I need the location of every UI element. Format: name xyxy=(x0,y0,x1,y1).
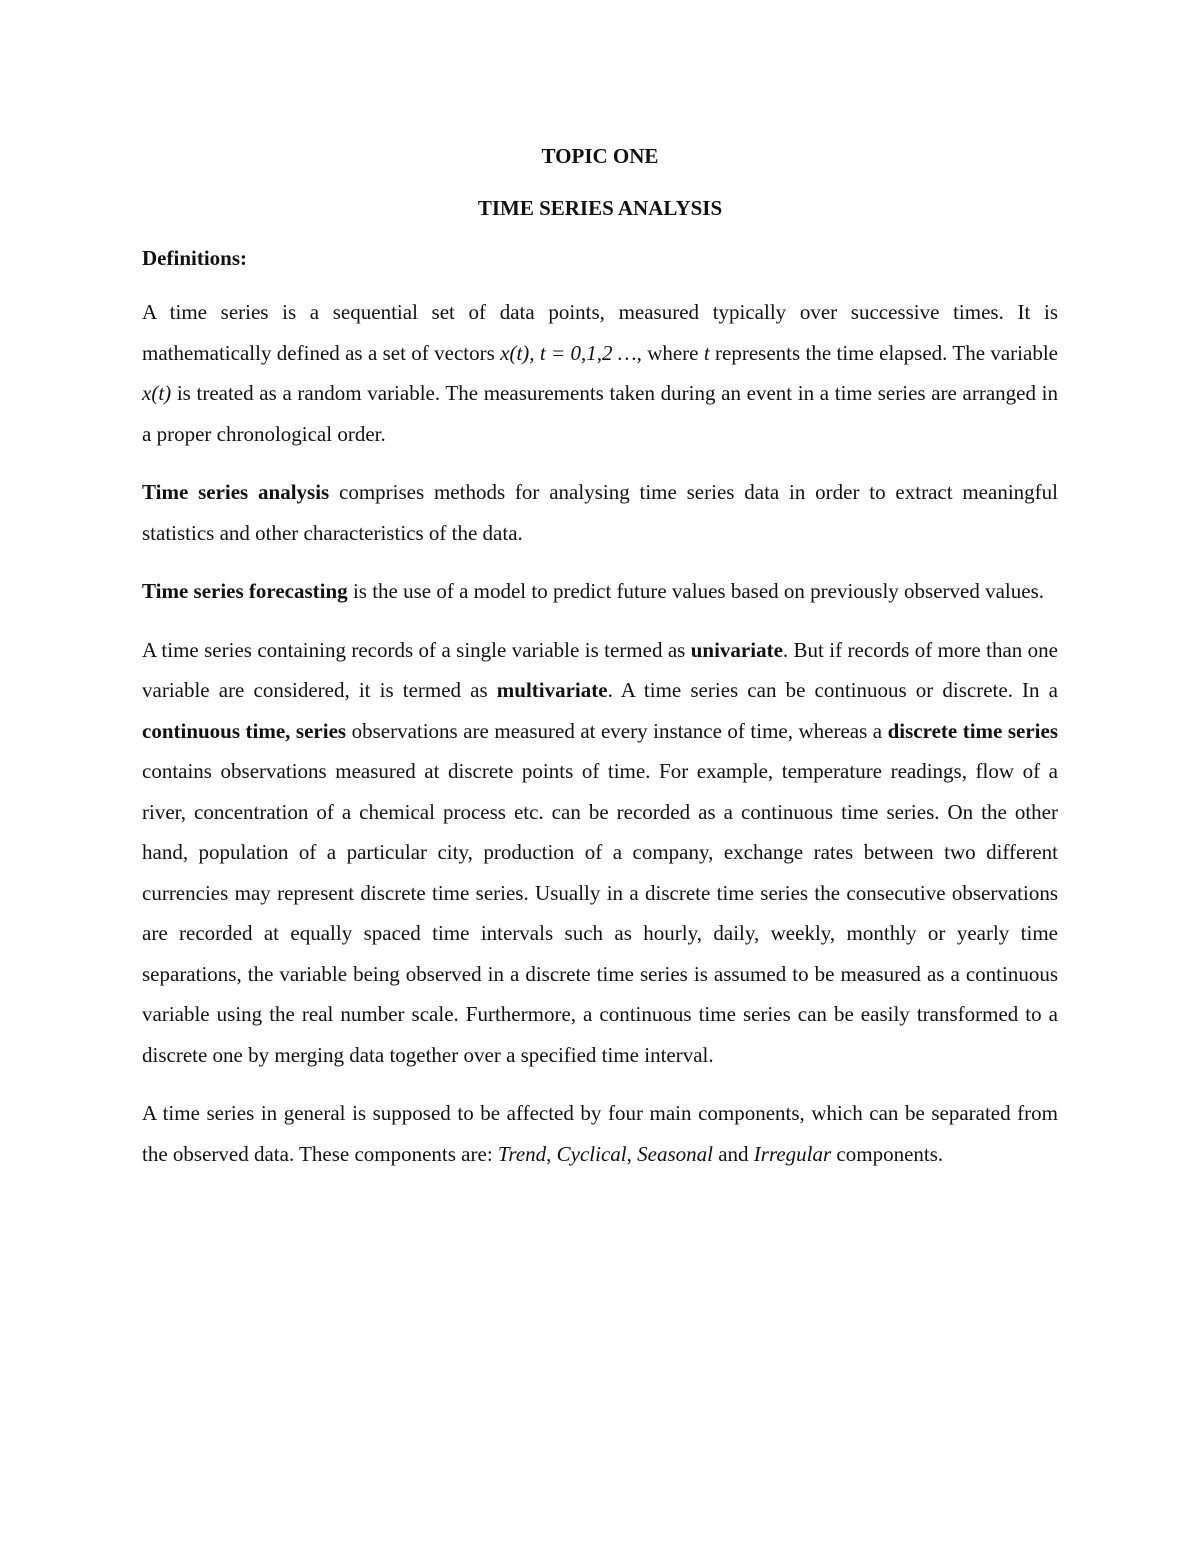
text-span: observations are measured at every instance of time, whereas a xyxy=(346,718,888,743)
text-span: comprises methods for analysing time series data in order to extract meaningful statistics and other characteristics of the data. xyxy=(142,480,1058,545)
italic-term: Seasonal xyxy=(637,1141,713,1166)
math-expression: x(t), t = 0,1,2 …, xyxy=(500,340,642,365)
bold-term: univariate xyxy=(690,637,783,662)
math-variable: t xyxy=(703,340,710,365)
paragraph-time-series-analysis xyxy=(142,472,1058,553)
italic-term: Trend xyxy=(497,1141,547,1166)
text-span: , xyxy=(546,1141,557,1166)
paragraph-time-series-forecasting xyxy=(142,571,1058,612)
bold-term: Time series forecasting xyxy=(142,579,348,603)
bold-term: discrete time series xyxy=(887,718,1058,743)
italic-term: Irregular xyxy=(753,1141,832,1166)
bold-term: multivariate xyxy=(496,678,608,702)
bold-term: continuous time, series xyxy=(142,718,347,743)
text-span: A time series in general is supposed to be affected by four main components, which can be separated from the observed data. These components are: xyxy=(142,1101,1058,1166)
definitions-heading: Definitions: xyxy=(142,246,247,270)
text-span: A time series is a sequential set of data points, measured typically over successive times. It is mathematically defined as a set of vectors xyxy=(142,300,1058,365)
math-expression: x(t) xyxy=(142,381,172,405)
italic-term: Cyclical xyxy=(556,1141,627,1166)
text-span: represents the time elapsed. The variable xyxy=(709,340,1058,365)
text-span: components. xyxy=(831,1141,944,1166)
text-span: is the use of a model to predict future values based on previously observed values. xyxy=(347,579,1044,603)
text-span: A time series containing records of a single variable is termed as xyxy=(142,637,691,662)
text-span: , xyxy=(626,1141,638,1166)
text-span: is treated as a random variable. The measurements taken during an event in a time series are arranged in a proper chronological order. xyxy=(142,381,1058,446)
text-span: where xyxy=(641,340,704,365)
text-span: contains observations measured at discrete points of time. For example, temperature readings, flow of a river, concentration of a chemical process etc. can be recorded as a continuous time series. On the other hand, population of a particular city, production of a company, exchange rates between two different currencies may represent discrete time series. Usually in a discrete time series the consecutive observations are recorded at equally spaced time intervals such as hourly, daily, weekly, monthly or yearly time separations, the variable being observed in a discrete time series is assumed to be measured as a continuous variable using the real number scale. Furthermore, a continuous time series can be easily transformed to a discrete one by merging data together over a specified time interval. xyxy=(142,759,1058,1067)
topic-heading: TOPIC ONE xyxy=(541,144,659,168)
bold-term: Time series analysis xyxy=(142,480,330,504)
text-span: . A time series can be continuous or discrete. In a xyxy=(607,678,1058,702)
paragraph-time-series-definition xyxy=(142,292,1058,454)
text-span: and xyxy=(712,1141,754,1166)
paragraph-components xyxy=(142,1093,1058,1174)
document-title: TIME SERIES ANALYSIS xyxy=(477,196,723,220)
paragraph-univariate-multivariate xyxy=(142,630,1058,1076)
text-span: . But if records of more than one variable are considered, it is termed as xyxy=(142,637,1059,702)
